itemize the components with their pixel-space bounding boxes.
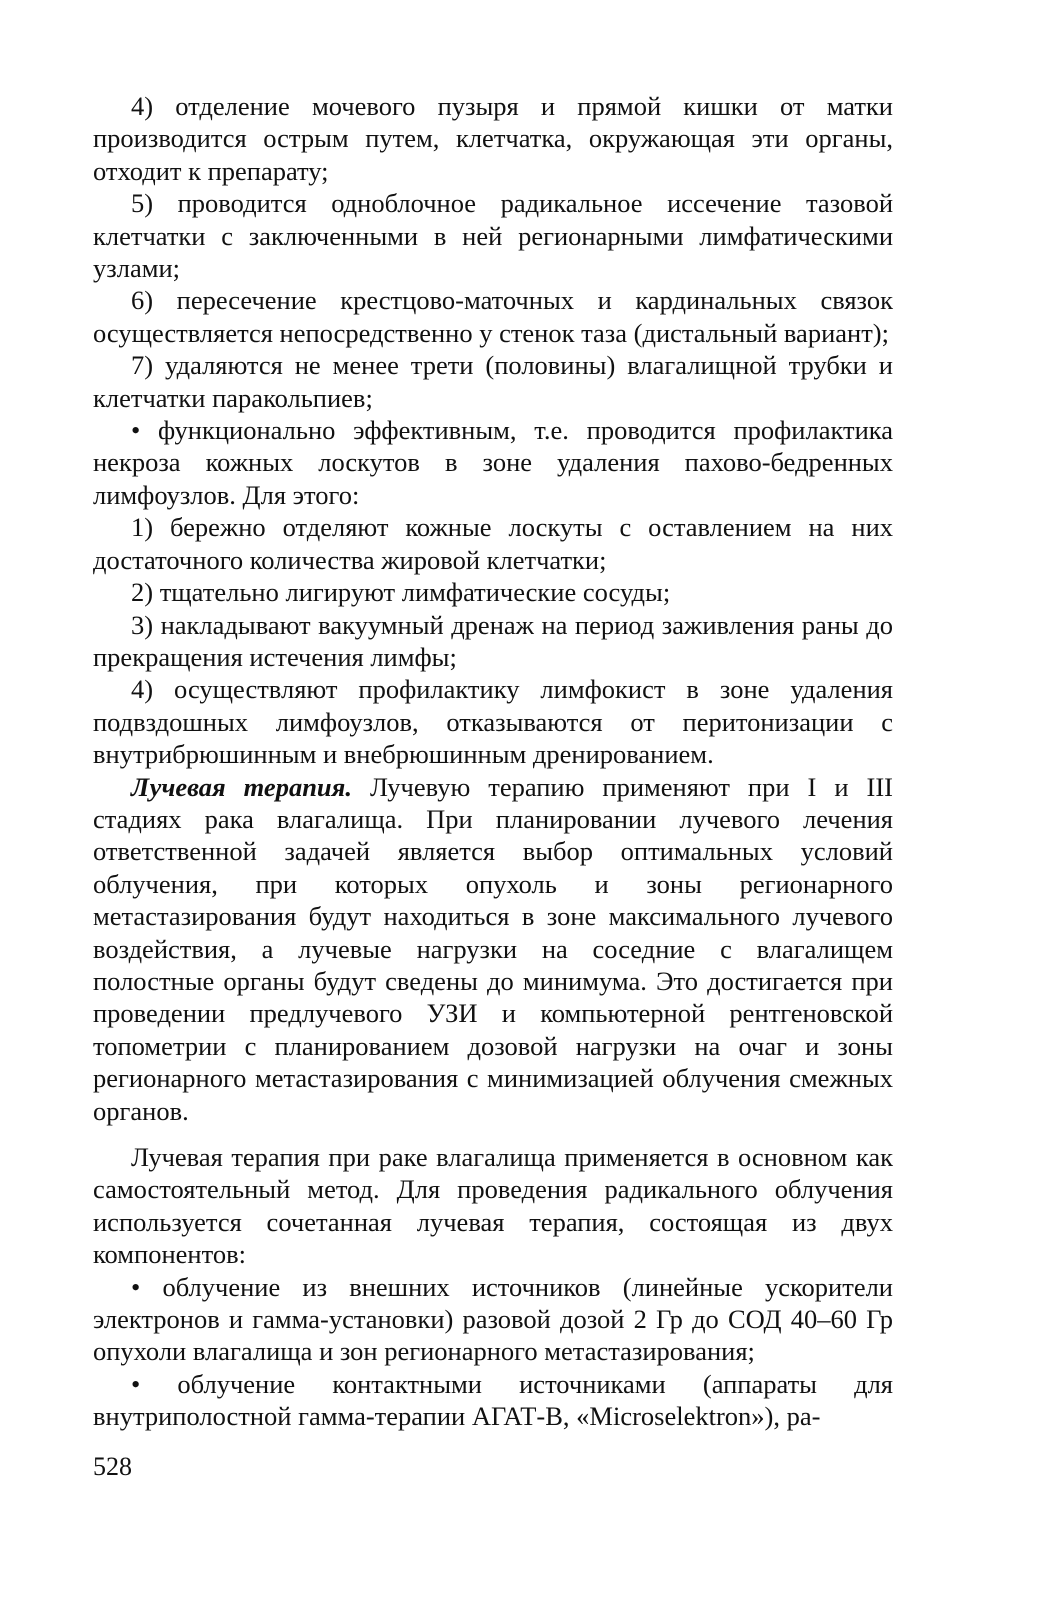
section-paragraph-text: Лучевую терапию применяют при I и III стадиях рака влагалища. При планировании лучевого лечения ответственной задачей является выбор оптимальных условий облучения, при которых опухоль и зоны регионарного метастазирования будут находиться в зоне максимального лучевого воздействия, а лучевые нагрузки на соседние с влагалищем полостные органы будут сведены до минимума. Это достигается при проведении предлучевого УЗИ и компьютерной рентгеновской топометрии с планированием дозовой нагрузки на очаг и зоны регионарного метастазирования с минимизацией облучения смежных органов. [93, 771, 893, 1126]
list-item: 5) проводится одноблочное радикальное иссечение тазовой клетчатки с заключенными в ней регионарными лимфатическими узлами; [93, 188, 893, 284]
list-item: 4) осуществляют профилактику лимфокист в зоне удаления подвздошных лимфоузлов, отказываются от перитонизации с внутрибрюшинным и внебрюшинным дренированием. [93, 674, 893, 770]
bullet-paragraph: • облучение контактными источниками (аппараты для внутриполостной гамма-терапии АГАТ-В, «Microselektron»), ра- [93, 1368, 893, 1432]
page-number: 528 [93, 1452, 132, 1481]
body-paragraph: Лучевая терапия при раке влагалища применяется в основном как самостоятельный метод. Для проведения радикального облучения используется сочетанная лучевая терапия, состоящая из двух компонентов: [93, 1142, 893, 1270]
bullet-paragraph: • облучение из внешних источников (линейные ускорители электронов и гамма-установки) разовой дозой 2 Гр до СОД 40–60 Гр опухоли влагалища и зон регионарного метастазирования; [93, 1271, 893, 1367]
list-item: 7) удаляются не менее трети (половины) влагалищной трубки и клетчатки паракольпиев; [93, 350, 893, 413]
section-lead-heading: Лучевая терапия. [131, 771, 352, 802]
list-item: 4) отделение мочевого пузыря и прямой кишки от матки производится острым путем, клетчатка, окружающая эти органы, отходит к препарату; [93, 91, 893, 186]
list-item: 6) пересечение крестцово-маточных и кардинальных связок осуществляется непосредственно у стенок таза (дистальный вариант); [93, 285, 893, 348]
list-item: 2) тщательно лигируют лимфатические сосуды; [131, 577, 671, 608]
page-body [93, 90, 893, 1433]
list-item: 1) бережно отделяют кожные лоскуты с оставлением на них достаточного количества жировой клетчатки; [93, 512, 893, 575]
list-item: 3) накладывают вакуумный дренаж на период заживления раны до прекращения истечения лимфы; [93, 609, 893, 672]
section-paragraph [93, 771, 893, 1127]
bullet-paragraph: • функционально эффективным, т.е. проводится профилактика некроза кожных лоскутов в зоне удаления пахово-бедренных лимфоузлов. Для этого: [93, 415, 893, 510]
